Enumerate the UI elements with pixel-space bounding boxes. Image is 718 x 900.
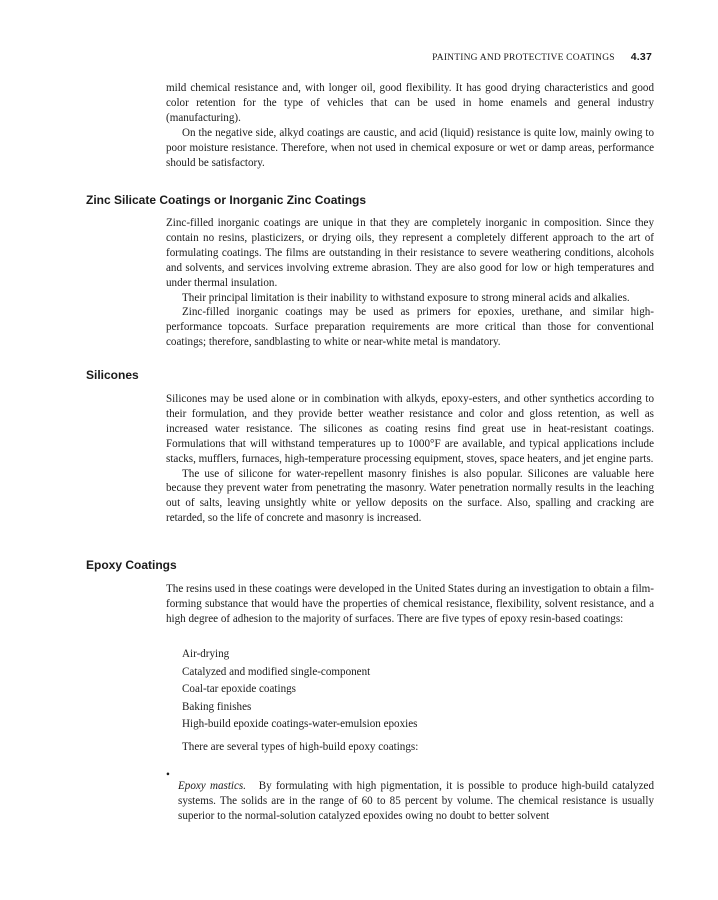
list-item: Baking finishes <box>182 700 252 713</box>
intro-section <box>166 81 654 170</box>
silicones-section <box>166 392 654 526</box>
running-head-title: PAINTING AND PROTECTIVE COATINGS <box>432 53 615 63</box>
epoxy-heading: Epoxy Coatings <box>86 558 177 572</box>
silicones-paragraph-2: The use of silicone for water-repellent masonry finishes is also popular. Silicones are valuable here because they prevent water from penetrating the masonry. Water penetration normally results in the leaching out of salts, leaving unsightly white or yellow deposits on the surface. Also, spalling and cracking are retarded, so the life of concrete and masonry is increased. <box>166 467 654 525</box>
zinc-paragraph-3: Zinc-filled inorganic coatings may be used as primers for epoxies, urethane, and similar high-performance topcoats. Surface preparation requirements are more critical than those for conventional coatings; therefore, sandblasting to white or near-white metal is mandatory. <box>166 306 654 349</box>
epoxy-highbuild-intro <box>182 740 654 755</box>
epoxy-types-block <box>182 646 654 734</box>
bullet-term: Epoxy mastics. <box>178 780 247 793</box>
epoxy-paragraph-2: There are several types of high-build epoxy coatings: <box>182 741 419 753</box>
list-item: Coal-tar epoxide coatings <box>182 683 296 696</box>
zinc-section <box>166 216 654 350</box>
zinc-paragraph-1: Zinc-filled inorganic coatings are unique in that they are completely inorganic in composition. Since they contain no resins, plasticizers, or drying oils, they represent a completely different approach to the art of formulating coatings. The films are outstanding in their resistance to severe weathering conditions, alcohols and solvents, and services involving extreme abrasion. They are also good for low or high temperatures and under thermal insulation. <box>166 217 654 289</box>
page-number: 4.37 <box>630 51 652 63</box>
epoxy-paragraph-1: The resins used in these coatings were developed in the United States during an investigation to obtain a film-forming substance that would have the properties of chemical resistance, flexibility, solvent resistance, and a high degree of adhesion to the majority of surfaces. There are five types of epoxy resin-based coatings: <box>166 583 655 625</box>
zinc-heading: Zinc Silicate Coatings or Inorganic Zinc Coatings <box>86 193 367 207</box>
list-item: Catalyzed and modified single-component <box>182 665 371 678</box>
running-head <box>0 51 652 63</box>
silicones-heading: Silicones <box>86 368 139 382</box>
bullet-body: By formulating with high pigmentation, it is possible to produce high-build catalyzed systems. The solids are in the range of 60 to 85 percent by volume. The chemical resistance is usually superior to the normal-solution catalyzed epoxides owing no doubt to better solvent <box>178 780 654 822</box>
zinc-paragraph-2: Their principal limitation is their inability to withstand exposure to strong mineral acids and alkalies. <box>182 291 630 304</box>
bullet-epoxy-mastics <box>166 768 654 835</box>
intro-paragraph-1: mild chemical resistance and, with longer oil, good flexibility. It has good drying characteristics and good color retention for the type of vehicles that can be used in home enamels and general industry (manufacturing). <box>166 82 654 124</box>
list-item: Air-drying <box>182 648 230 660</box>
bullet-icon: • <box>166 769 170 781</box>
epoxy-types-list <box>182 646 654 734</box>
list-item: High-build epoxide coatings-water-emulsion epoxies <box>182 718 418 731</box>
intro-paragraph-2: On the negative side, alkyd coatings are caustic, and acid (liquid) resistance is quite low, mainly owing to poor moisture resistance. Therefore, when not used in chemical exposure or wet or damp areas, performance should be satisfactory. <box>166 126 654 169</box>
epoxy-section <box>166 582 654 627</box>
silicones-paragraph-1: Silicones may be used alone or in combination with alkyds, epoxy-esters, and other synthetics according to their formulation, and they provide better weather resistance and color and gloss retention, as well as increased water resistance. The silicones as coating resins find great use in heat-resistant coatings. Formulations that will withstand temperatures up to 1000°F are available, and typical applications include stacks, mufflers, furnaces, high-temperature processing equipment, stoves, space heaters, and jet engine parts. <box>166 393 654 465</box>
bullet-text <box>178 779 654 824</box>
